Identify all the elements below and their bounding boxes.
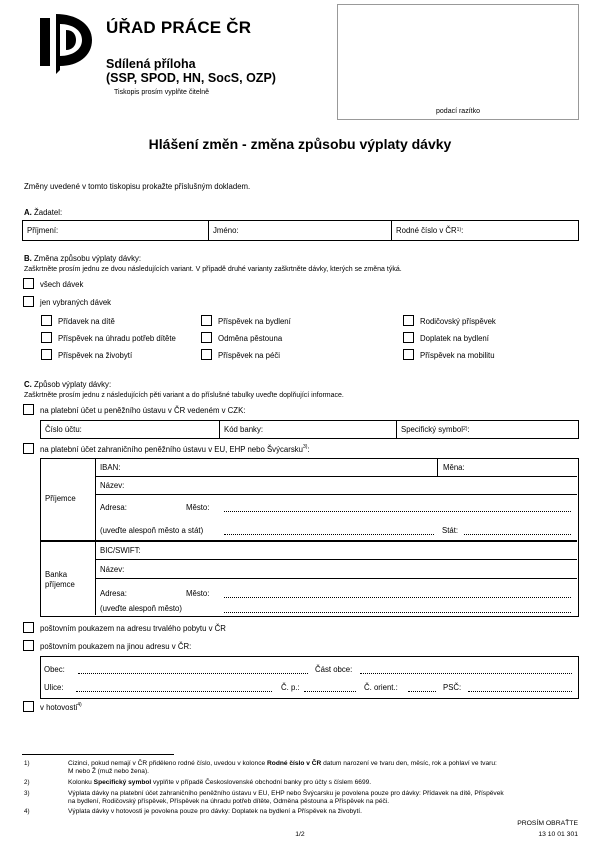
account-foreign-label: na platební účet zahraničního peněžního ústavu v EU, EHP nebo Švýcarsku$^{3)}$: <box>40 444 310 454</box>
footnote-number: 1) <box>24 760 30 767</box>
turn-over-note: PROSÍM OBRAŤTE <box>517 820 578 827</box>
stamp-label: podací razítko <box>436 108 480 115</box>
iban-field[interactable]: IBAN: <box>100 463 121 472</box>
benefit-label: Odměna pěstouna <box>218 334 283 343</box>
urad-prace-logo <box>36 10 96 74</box>
form-subtitle-scope: (SSP, SPOD, HN, SocS, OZP) <box>106 71 276 85</box>
birthnum-field[interactable]: Rodné číslo v ČR 1) : <box>396 226 464 235</box>
checkbox-benefit-parental[interactable] <box>403 315 414 326</box>
recipient-label: Příjemce <box>45 494 76 503</box>
section-c-heading: C. Způsob výplaty dávky: <box>24 380 112 389</box>
part-label: Část obce: <box>315 665 353 674</box>
section-a-heading: A. Žadatel: <box>24 208 63 217</box>
checkbox-postal-permanent[interactable] <box>23 622 34 633</box>
cz-account-table <box>40 420 579 439</box>
checkbox-benefit-child-needs[interactable] <box>41 332 52 343</box>
recipient-city-label: Město: <box>186 503 210 512</box>
stamp-box <box>337 4 579 120</box>
bank-address-label: Adresa: <box>100 589 127 598</box>
section-b-heading: B. Změna způsobu výplaty dávky: <box>24 254 142 263</box>
footnote-4: Výplata dávky v hotovosti je povolena pouze pro dávky: Doplatek na bydlení a Příspěvek na živobytí. <box>68 808 362 815</box>
all-benefits-label: všech dávek <box>40 280 84 289</box>
bank-code-field[interactable]: Kód banky: <box>220 421 397 438</box>
recipient-address-label: Adresa: <box>100 503 127 512</box>
page-number: 1/2 <box>295 831 305 838</box>
bank-name-field[interactable]: Název: <box>100 565 125 574</box>
bank-recipient-label-2: příjemce <box>45 580 75 589</box>
street-label: Ulice: <box>44 683 64 692</box>
checkbox-all-benefits[interactable] <box>23 278 34 289</box>
bank-recipient-label-1: Banka <box>45 570 68 579</box>
municipality-line[interactable] <box>78 673 308 674</box>
surname-field[interactable]: Příjmení: <box>23 221 209 240</box>
part-line[interactable] <box>360 673 572 674</box>
city-note: (uveďte alespoň město) <box>100 604 182 613</box>
bank-city-line[interactable] <box>224 597 571 598</box>
recipient-city-line[interactable] <box>224 511 571 512</box>
footnote-number: 3) <box>24 790 30 797</box>
checkbox-benefit-housing-supplement[interactable] <box>403 332 414 343</box>
account-cz-label: na platební účet u peněžního ústavu v ČR vedeném v CZK: <box>40 406 246 415</box>
bank-city-label: Město: <box>186 589 210 598</box>
checkbox-postal-other[interactable] <box>23 640 34 651</box>
section-c-instruction: Zaškrtněte prosím jednu z následujících pěti variant a do příslušné tabulky uveďte doplňující informace. <box>24 392 344 399</box>
checkbox-account-cz[interactable] <box>23 404 34 415</box>
bank-address-line[interactable] <box>224 612 571 613</box>
checkbox-benefit-living[interactable] <box>41 349 52 360</box>
benefit-label: Příspěvek na mobilitu <box>420 351 495 360</box>
footnote-3: Výplata dávky na platební účet zahraničního peněžního ústavu v EU, EHP nebo Švýcarsku je povolena pouze pro dávky: Přídavek na dítě, Příspěvek na bydlení, Rodičovský příspěvek, Příspěvek na úhradu potřeb dítěte, Odměna pěstouna a Příspěvek na péči. <box>68 790 504 805</box>
specific-symbol-field[interactable]: Specifický symbol 2) : <box>401 425 470 434</box>
checkbox-benefit-care[interactable] <box>201 349 212 360</box>
postal-other-label: poštovním poukazem na jinou adresu v ČR: <box>40 642 192 651</box>
page-title: Hlášení změn - změna způsobu výplaty dávky <box>148 136 452 152</box>
city-state-note: (uveďte alespoň město a stát) <box>100 526 204 535</box>
cash-label: v hotovosti$^{4)}$ <box>40 702 82 712</box>
house-number-label: Č. p.: <box>281 683 300 692</box>
section-b-instruction: Zaškrtněte prosím jednu ze dvou následujících variant. V případě druhé varianty zaškrtněte dávky, kterých se změna týká. <box>24 266 402 273</box>
postal-permanent-label: poštovním poukazem na adresu trvalého pobytu v ČR <box>40 624 226 633</box>
state-line[interactable] <box>464 534 571 535</box>
intro-text: Změny uvedené v tomto tiskopisu prokažte příslušným dokladem. <box>24 182 251 191</box>
zip-label: PSČ: <box>443 683 462 692</box>
footnote-number: 2) <box>24 779 30 786</box>
zip-line[interactable] <box>468 691 572 692</box>
checkbox-cash[interactable] <box>23 701 34 712</box>
footnote-2: Kolonku Specifický symbol vyplňte v případě Československé obchodní banky pro účty s číslem 6699. <box>68 779 372 786</box>
currency-field[interactable]: Měna: <box>443 463 465 472</box>
selected-benefits-label: jen vybraných dávek <box>40 298 112 307</box>
checkbox-benefit-mobility[interactable] <box>403 349 414 360</box>
footnote-divider <box>22 754 174 755</box>
form-code: 13 10 01 301 <box>538 831 578 838</box>
firstname-field[interactable]: Jméno: <box>209 221 392 240</box>
checkbox-account-foreign[interactable] <box>23 443 34 454</box>
footnote-1: Cizinci, pokud nemají v ČR přiděleno rodné číslo, uvedou v kolonce Rodné číslo v ČR datum narození ve tvaru den, měsíc, rok a pohlaví ve tvaru: M nebo Ž (muž nebo žena). <box>68 760 497 775</box>
street-line[interactable] <box>76 691 272 692</box>
house-number-line[interactable] <box>304 691 356 692</box>
org-name: ÚŘAD PRÁCE ČR <box>106 18 252 37</box>
benefit-label: Přídavek na dítě <box>58 317 115 326</box>
benefit-label: Příspěvek na úhradu potřeb dítěte <box>58 334 176 343</box>
benefit-label: Příspěvek na péči <box>218 351 280 360</box>
orient-number-label: Č. orient.: <box>364 683 398 692</box>
recipient-name-field[interactable]: Název: <box>100 481 125 490</box>
benefit-label: Rodičovský příspěvek <box>420 317 496 326</box>
form-subtitle: Sdílená příloha <box>106 57 196 71</box>
benefit-label: Příspěvek na živobytí <box>58 351 133 360</box>
checkbox-benefit-foster-reward[interactable] <box>201 332 212 343</box>
postal-address-table <box>40 656 579 699</box>
recipient-address-line[interactable] <box>224 534 434 535</box>
footnote-number: 4) <box>24 808 30 815</box>
benefit-label: Příspěvek na bydlení <box>218 317 291 326</box>
account-number-field[interactable]: Číslo účtu: <box>41 421 220 438</box>
orient-number-line[interactable] <box>408 691 436 692</box>
checkbox-benefit-housing-allowance[interactable] <box>201 315 212 326</box>
checkbox-benefit-child-allowance[interactable] <box>41 315 52 326</box>
applicant-table <box>22 220 579 241</box>
state-label: Stát: <box>442 526 459 535</box>
benefit-label: Doplatek na bydlení <box>420 334 489 343</box>
fill-hint: Tiskopis prosím vyplňte čitelně <box>114 89 210 96</box>
checkbox-selected-benefits[interactable] <box>23 296 34 307</box>
municipality-label: Obec: <box>44 665 65 674</box>
bic-field[interactable]: BIC/SWIFT: <box>100 546 141 555</box>
